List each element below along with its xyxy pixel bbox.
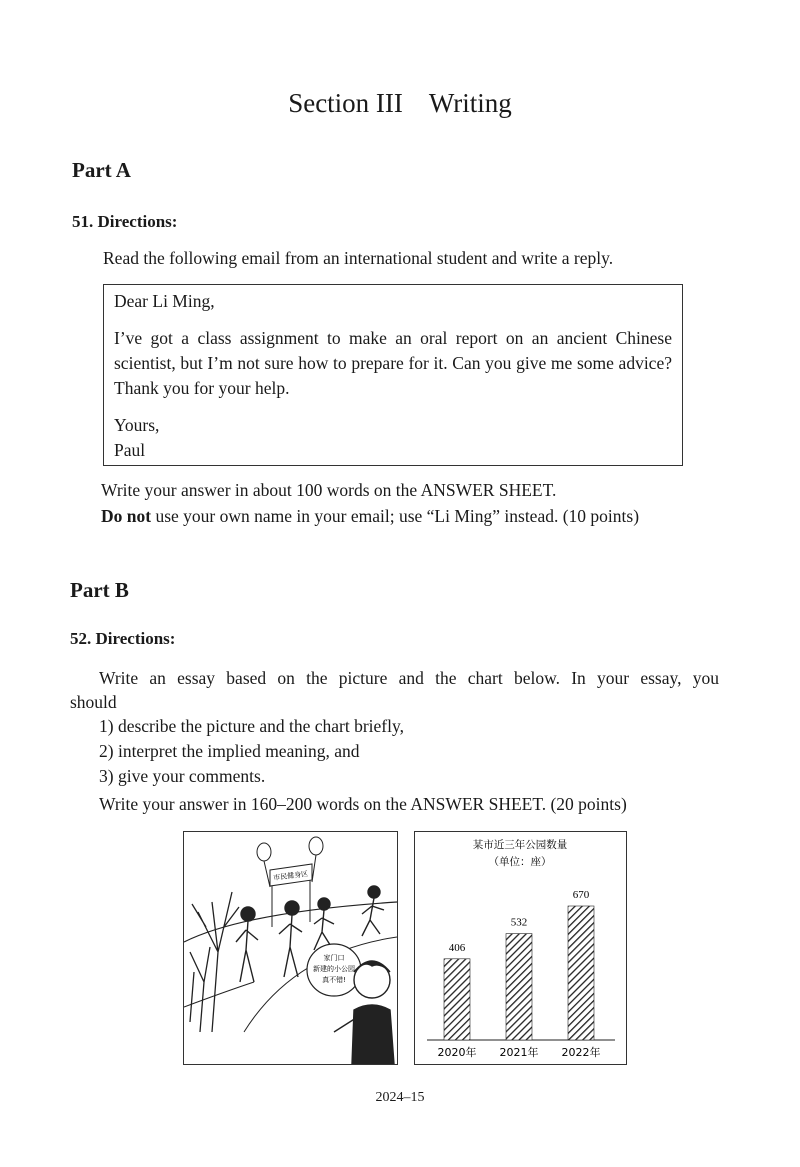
bar-value-label: 406 bbox=[448, 941, 466, 954]
q52-item-2: 2) interpret the implied meaning, and bbox=[99, 741, 360, 761]
email-closing: Yours, bbox=[114, 415, 160, 435]
q51-directions-label: Directions: bbox=[97, 212, 178, 231]
chart-title: 某市近三年公园数量 bbox=[472, 839, 568, 851]
email-signature: Paul bbox=[114, 440, 146, 460]
bubble-line-1: 家门口 bbox=[323, 954, 345, 962]
q52-number: 52. bbox=[70, 629, 92, 648]
q51-answer-note: Write your answer in about 100 words on the ANSWER SHEET. bbox=[101, 480, 557, 500]
bar-value-label: 532 bbox=[510, 916, 528, 929]
q52-directions-label: Directions: bbox=[95, 629, 176, 648]
q52-directions-heading bbox=[70, 629, 175, 649]
bar-value-label: 670 bbox=[572, 889, 590, 901]
section-title bbox=[0, 88, 800, 119]
email-salutation: Dear Li Ming, bbox=[114, 291, 215, 311]
x-tick-label: 2022年 bbox=[561, 1046, 601, 1059]
page-number: 2024–15 bbox=[375, 1090, 425, 1105]
cartoon-picture bbox=[183, 831, 398, 1065]
bar-2021年 bbox=[506, 934, 532, 1040]
section-title-name: Writing bbox=[428, 88, 512, 118]
q52-instruction-line1: Write an essay based on the picture and the chart below. In your essay, you bbox=[99, 668, 719, 688]
x-tick-label: 2020年 bbox=[437, 1046, 477, 1059]
bubble-line-3: 真不错! bbox=[322, 976, 346, 984]
sign-board bbox=[270, 864, 312, 927]
q52-instruction-line2: should bbox=[70, 692, 117, 712]
part-b-heading: Part B bbox=[70, 578, 129, 602]
speech-bubble bbox=[307, 944, 361, 996]
bar-2020年 bbox=[444, 959, 470, 1040]
cartoon-illustration bbox=[184, 832, 397, 1064]
q51-number: 51. bbox=[72, 212, 94, 231]
email-body: I’ve got a class assignment to make an oral report on an ancient Chinese scientist, but I’m not sure how to prepare for it. Can you give me some advice? Thank you for your help. bbox=[114, 328, 672, 398]
chart-subtitle: （单位：座） bbox=[488, 856, 552, 868]
q51-warning bbox=[101, 504, 639, 529]
q52-item-1: 1) describe the picture and the chart briefly, bbox=[99, 716, 404, 736]
q51-warning-rest: use your own name in your email; use “Li Ming” instead. (10 points) bbox=[151, 506, 640, 526]
sign-text: 市民健身区 bbox=[272, 869, 309, 883]
part-a-heading: Part A bbox=[72, 158, 131, 182]
q51-instruction: Read the following email from an international student and write a reply. bbox=[103, 248, 614, 268]
q52-item-3: 3) give your comments. bbox=[99, 766, 266, 786]
q51-warning-bold: Do not bbox=[101, 506, 152, 526]
bar-chart bbox=[414, 831, 627, 1065]
bubble-line-2: 新建的小公园 bbox=[313, 965, 355, 973]
email-box bbox=[103, 284, 683, 466]
q51-directions-heading bbox=[72, 212, 177, 232]
bar-chart-svg bbox=[415, 832, 626, 1064]
q52-answer-note: Write your answer in 160–200 words on the ANSWER SHEET. (20 points) bbox=[99, 794, 627, 814]
bar-2022年 bbox=[568, 906, 594, 1040]
x-tick-label: 2021年 bbox=[499, 1046, 539, 1059]
section-title-number: Section III bbox=[288, 88, 403, 118]
trees bbox=[190, 892, 239, 1032]
